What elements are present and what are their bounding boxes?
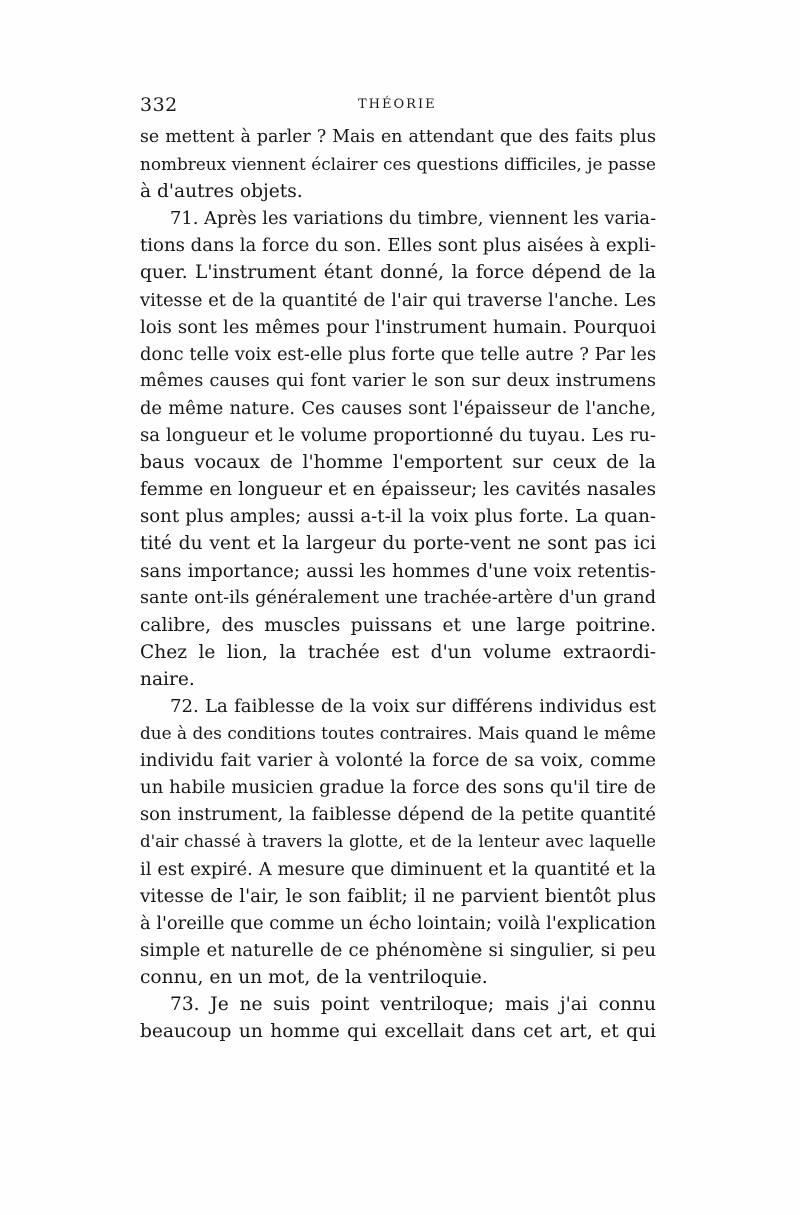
text-line: vitesse et de la quantité de l'air qui traverse l'anche. Les bbox=[140, 289, 656, 311]
text-line: d'air chassé à travers la glotte, et de la lenteur avec laquelle bbox=[140, 832, 656, 852]
text-line: donc telle voix est-elle plus forte que telle autre ? Par les bbox=[140, 343, 657, 365]
text-line: à l'oreille que comme un écho lointain; voilà l'explication bbox=[140, 912, 656, 934]
text-line: il est expiré. A mesure que diminuent et la quantité et la bbox=[140, 858, 656, 880]
text-line: sa longueur et le volume proportionné du tuyau. Les ru- bbox=[140, 425, 656, 447]
text-line: de même nature. Ces causes sont l'épaisseur de l'anche, bbox=[140, 397, 656, 419]
paragraph-start-73: 73. Je ne suis point ventriloque; mais j'ai connu bbox=[170, 994, 656, 1015]
body-text bbox=[140, 124, 656, 1045]
text-line: naire. bbox=[140, 668, 195, 690]
text-line: tions dans la force du son. Elles sont plus aisées à expli- bbox=[140, 235, 656, 257]
text-line: beaucoup un homme qui excellait dans cet art, et qui bbox=[140, 1021, 656, 1043]
text-line: un habile musicien gradue la force des sons qu'il tire de bbox=[140, 777, 656, 799]
text-line: femme en longueur et en épaisseur; les cavités nasales bbox=[140, 479, 656, 501]
text-line: se mettent à parler ? Mais en attendant que des faits plus bbox=[140, 127, 656, 147]
page-header bbox=[140, 94, 655, 118]
text-line: lois sont les mêmes pour l'instrument humain. Pourquoi bbox=[140, 316, 656, 338]
text-line: due à des conditions toutes contraires. Mais quand le même bbox=[140, 723, 656, 744]
text-line: à d'autres objets. bbox=[140, 181, 303, 203]
text-line: quer. L'instrument étant donné, la force dépend de la bbox=[140, 262, 656, 284]
text-line: Chez le lion, la trachée est d'un volume extraordi- bbox=[140, 641, 656, 663]
text-line: baus vocaux de l'homme l'emportent sur ceux de la bbox=[140, 452, 656, 474]
text-line: sans importance; aussi les hommes d'une voix retentis- bbox=[140, 560, 656, 582]
text-line: sante ont-ils généralement une trachée-artère d'un grand bbox=[140, 587, 656, 608]
text-line: tité du vent et la largeur du porte-vent ne sont pas ici bbox=[140, 533, 656, 555]
text-line: connu, en un mot, de la ventriloquie. bbox=[140, 966, 488, 988]
text-line: simple et naturelle de ce phénomène si singulier, si peu bbox=[140, 939, 656, 961]
text-line: mêmes causes qui font varier le son sur deux instrumens bbox=[140, 370, 656, 391]
text-line: sont plus amples; aussi a-t-il la voix plus forte. La quan- bbox=[140, 506, 656, 528]
paragraph-start-71: 71. Après les variations du timbre, viennent les varia- bbox=[170, 208, 657, 230]
text-line: individu fait varier à volonté la force de sa voix, comme bbox=[140, 750, 656, 772]
text-line: son instrument, la faiblesse dépend de la petite quantité bbox=[140, 804, 656, 826]
text-line: vitesse de l'air, le son faiblit; il ne parvient bientôt plus bbox=[140, 885, 656, 907]
running-head: THÉORIE bbox=[358, 97, 437, 112]
paragraph-start-72: 72. La faiblesse de la voix sur différens individus est bbox=[170, 695, 656, 717]
text-line: nombreux viennent éclairer ces questions difficiles, je passe bbox=[140, 154, 656, 175]
text-line: calibre, des muscles puissans et une large poitrine. bbox=[140, 614, 656, 636]
page-number: 332 bbox=[140, 94, 178, 116]
